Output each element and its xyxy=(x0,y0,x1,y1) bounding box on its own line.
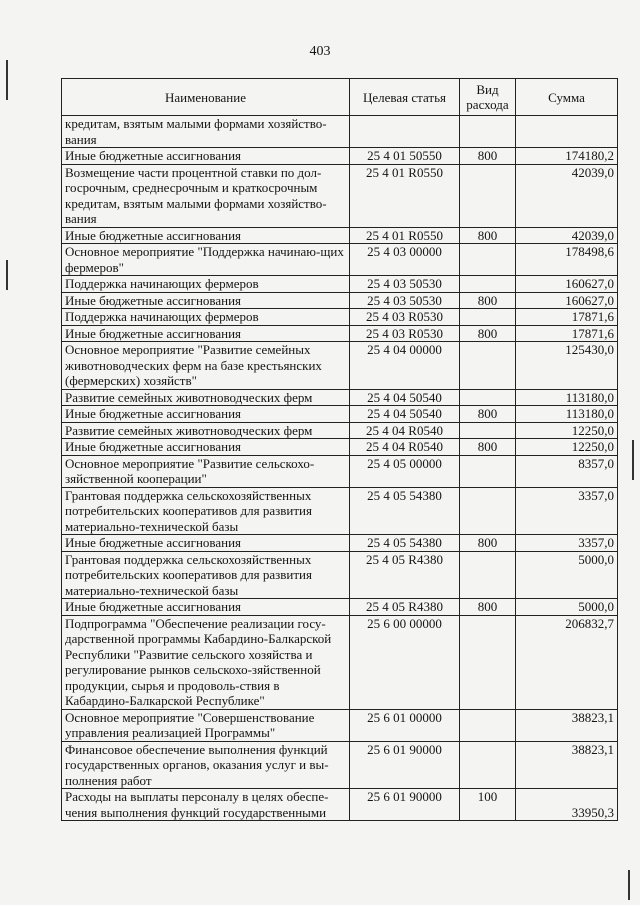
cell-name: Основное мероприятие "Развитие сельскохо-зяйственной кооперации" xyxy=(62,455,350,487)
table-row xyxy=(62,148,618,165)
cell-sum: 160627,0 xyxy=(516,292,618,309)
cell-expense-kind: 800 xyxy=(460,535,516,552)
cell-target-article: 25 4 04 R0540 xyxy=(350,422,460,439)
cell-sum: 178498,6 xyxy=(516,244,618,276)
cell-expense-kind: 800 xyxy=(460,148,516,165)
cell-name: Иные бюджетные ассигнования xyxy=(62,535,350,552)
cell-expense-kind xyxy=(460,615,516,709)
table-row xyxy=(62,487,618,535)
cell-expense-kind xyxy=(460,244,516,276)
cell-sum: 17871,6 xyxy=(516,325,618,342)
cell-expense-kind xyxy=(460,455,516,487)
cell-target-article: 25 4 05 54380 xyxy=(350,487,460,535)
cell-sum: 113180,0 xyxy=(516,406,618,423)
cell-expense-kind xyxy=(460,709,516,741)
cell-sum: 113180,0 xyxy=(516,389,618,406)
table-row xyxy=(62,615,618,709)
cell-name: Подпрограмма "Обеспечение реализации госу-дарственной программы Кабардино-Балкарской Республики "Развитие сельского хозяйства и регулирование рынков сельскохо-зяйственной продукции, сырья и продоволь-ствия в Кабардино-Балкарской Республике" xyxy=(62,615,350,709)
table-row xyxy=(62,116,618,148)
cell-expense-kind: 800 xyxy=(460,599,516,616)
table-body xyxy=(62,116,618,821)
cell-target-article: 25 4 03 00000 xyxy=(350,244,460,276)
cell-sum: 12250,0 xyxy=(516,422,618,439)
table-row xyxy=(62,709,618,741)
cell-name: Расходы на выплаты персоналу в целях обеспе-чения выполнения функций государственными xyxy=(62,789,350,821)
cell-target-article: 25 4 04 R0540 xyxy=(350,439,460,456)
cell-name: Иные бюджетные ассигнования xyxy=(62,227,350,244)
table-row xyxy=(62,406,618,423)
table-row xyxy=(62,741,618,789)
cell-sum: 42039,0 xyxy=(516,227,618,244)
cell-expense-kind xyxy=(460,276,516,293)
cell-expense-kind: 800 xyxy=(460,406,516,423)
table-header-row xyxy=(62,79,618,116)
cell-target-article: 25 4 05 R4380 xyxy=(350,551,460,599)
cell-expense-kind xyxy=(460,487,516,535)
table-row xyxy=(62,551,618,599)
cell-sum: 8357,0 xyxy=(516,455,618,487)
table-row xyxy=(62,439,618,456)
table-row xyxy=(62,325,618,342)
cell-name: Грантовая поддержка сельскохозяйственных потребительских кооперативов для развития материально-технической базы xyxy=(62,487,350,535)
table-row xyxy=(62,276,618,293)
cell-target-article: 25 4 01 50550 xyxy=(350,148,460,165)
table-row xyxy=(62,422,618,439)
cell-sum: 125430,0 xyxy=(516,342,618,390)
cell-target-article: 25 6 01 00000 xyxy=(350,709,460,741)
cell-name: Основное мероприятие "Поддержка начинаю-щих фермеров" xyxy=(62,244,350,276)
table-row xyxy=(62,342,618,390)
cell-expense-kind: 800 xyxy=(460,227,516,244)
cell-sum: 174180,2 xyxy=(516,148,618,165)
cell-expense-kind: 100 xyxy=(460,789,516,821)
budget-table xyxy=(61,78,618,821)
cell-target-article: 25 4 01 R0550 xyxy=(350,164,460,227)
cell-expense-kind xyxy=(460,116,516,148)
cell-expense-kind xyxy=(460,741,516,789)
cell-target-article: 25 4 05 54380 xyxy=(350,535,460,552)
margin-mark xyxy=(628,870,630,900)
cell-target-article: 25 4 04 50540 xyxy=(350,389,460,406)
table-row xyxy=(62,789,618,821)
cell-name: Основное мероприятие "Развитие семейных животноводческих ферм на базе крестьянских (фермерских) хозяйств" xyxy=(62,342,350,390)
cell-target-article: 25 4 03 R0530 xyxy=(350,325,460,342)
cell-name: Иные бюджетные ассигнования xyxy=(62,148,350,165)
margin-mark xyxy=(6,60,8,100)
cell-sum: 5000,0 xyxy=(516,551,618,599)
cell-name: Грантовая поддержка сельскохозяйственных потребительских кооперативов для развития материально-технической базы xyxy=(62,551,350,599)
cell-target-article: 25 6 01 90000 xyxy=(350,789,460,821)
cell-sum: 17871,6 xyxy=(516,309,618,326)
cell-name: Иные бюджетные ассигнования xyxy=(62,406,350,423)
cell-target-article: 25 4 01 R0550 xyxy=(350,227,460,244)
cell-expense-kind xyxy=(460,164,516,227)
cell-name: Иные бюджетные ассигнования xyxy=(62,439,350,456)
cell-name: Финансовое обеспечение выполнения функций государственных органов, оказания услуг и вы-полнения работ xyxy=(62,741,350,789)
cell-sum: 206832,7 xyxy=(516,615,618,709)
cell-sum: 38823,1 xyxy=(516,741,618,789)
cell-target-article: 25 4 04 00000 xyxy=(350,342,460,390)
header-expense-kind: Вид расхода xyxy=(460,79,516,116)
cell-name: Основное мероприятие "Совершенствование управления реализацией Программы" xyxy=(62,709,350,741)
cell-target-article: 25 4 05 00000 xyxy=(350,455,460,487)
cell-target-article: 25 4 03 R0530 xyxy=(350,309,460,326)
table-row xyxy=(62,389,618,406)
cell-target-article: 25 4 03 50530 xyxy=(350,292,460,309)
margin-mark xyxy=(6,260,8,290)
cell-name: Иные бюджетные ассигнования xyxy=(62,599,350,616)
cell-target-article xyxy=(350,116,460,148)
cell-sum: 38823,1 xyxy=(516,709,618,741)
margin-mark xyxy=(632,440,634,480)
cell-sum: 160627,0 xyxy=(516,276,618,293)
cell-name: Иные бюджетные ассигнования xyxy=(62,325,350,342)
cell-expense-kind xyxy=(460,309,516,326)
cell-target-article: 25 6 00 00000 xyxy=(350,615,460,709)
table-row xyxy=(62,227,618,244)
cell-expense-kind xyxy=(460,342,516,390)
cell-name: Поддержка начинающих фермеров xyxy=(62,309,350,326)
table-row xyxy=(62,535,618,552)
cell-expense-kind xyxy=(460,422,516,439)
header-target-article: Целевая статья xyxy=(350,79,460,116)
cell-sum: 42039,0 xyxy=(516,164,618,227)
cell-expense-kind: 800 xyxy=(460,439,516,456)
cell-name: Поддержка начинающих фермеров xyxy=(62,276,350,293)
cell-expense-kind: 800 xyxy=(460,292,516,309)
table-row xyxy=(62,309,618,326)
cell-target-article: 25 4 05 R4380 xyxy=(350,599,460,616)
table-row xyxy=(62,455,618,487)
cell-target-article: 25 4 04 50540 xyxy=(350,406,460,423)
cell-sum: 5000,0 xyxy=(516,599,618,616)
cell-sum: 3357,0 xyxy=(516,535,618,552)
cell-sum: 33950,3 xyxy=(516,789,618,821)
cell-expense-kind xyxy=(460,551,516,599)
cell-name: Возмещение части процентной ставки по дол-госрочным, среднесрочным и краткосрочным кредитам, взятым малыми формами хозяйство-вания xyxy=(62,164,350,227)
cell-expense-kind xyxy=(460,389,516,406)
cell-name: Развитие семейных животноводческих ферм xyxy=(62,422,350,439)
cell-name: Иные бюджетные ассигнования xyxy=(62,292,350,309)
table-row xyxy=(62,164,618,227)
table-row xyxy=(62,244,618,276)
header-name: Наименование xyxy=(62,79,350,116)
cell-sum: 3357,0 xyxy=(516,487,618,535)
cell-target-article: 25 4 03 50530 xyxy=(350,276,460,293)
table-row xyxy=(62,292,618,309)
cell-sum: 12250,0 xyxy=(516,439,618,456)
cell-name: кредитам, взятым малыми формами хозяйство-вания xyxy=(62,116,350,148)
header-sum: Сумма xyxy=(516,79,618,116)
cell-sum xyxy=(516,116,618,148)
table-row xyxy=(62,599,618,616)
page-number: 403 xyxy=(309,44,331,59)
cell-expense-kind: 800 xyxy=(460,325,516,342)
cell-name: Развитие семейных животноводческих ферм xyxy=(62,389,350,406)
cell-target-article: 25 6 01 90000 xyxy=(350,741,460,789)
